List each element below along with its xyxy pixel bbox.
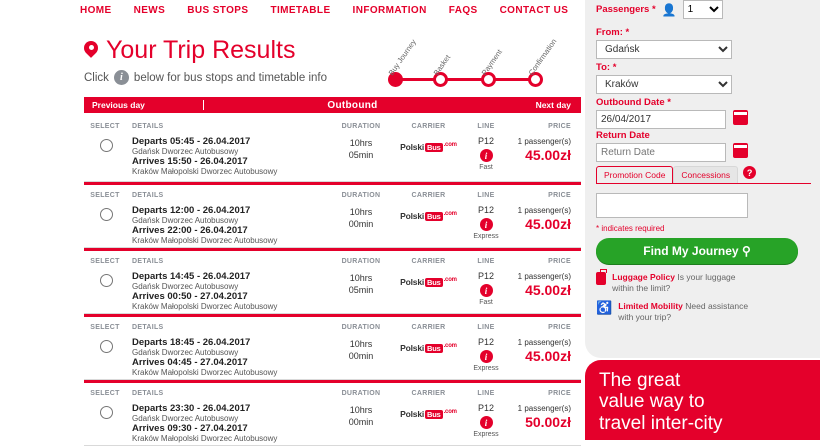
search-icon: ⚲ [741, 244, 751, 258]
outbound-date-input[interactable] [596, 110, 726, 129]
select-trip-radio[interactable] [100, 340, 113, 353]
arrival-time: Arrives 00:50 - 27.04.2017 [132, 291, 248, 302]
row-select-cell[interactable] [84, 251, 126, 313]
column-header-price: PRICE [548, 258, 571, 265]
select-trip-radio[interactable] [100, 208, 113, 221]
required-note [596, 222, 664, 234]
row-duration-cell [326, 317, 396, 379]
outbound-date-group [596, 97, 726, 129]
calendar-icon-return[interactable] [733, 143, 748, 158]
select-trip-radio[interactable] [100, 406, 113, 419]
duration-minutes: 05min [348, 150, 374, 161]
carrier-name-3: .com [443, 343, 457, 350]
stepper-label-payment: Payment [479, 47, 504, 77]
carrier-logo [400, 409, 457, 419]
table-row[interactable] [84, 314, 581, 380]
subtitle-text-before: Click [84, 71, 109, 84]
passenger-count: 1 passenger(s) [517, 137, 571, 146]
column-header-carrier: CARRIER [411, 390, 446, 397]
arrival-time: Arrives 04:45 - 27.04.2017 [132, 357, 248, 368]
carrier-name-1: Polski [400, 142, 425, 152]
row-line-cell [461, 383, 511, 445]
line-code: P12 [477, 205, 494, 215]
line-type: Fast [479, 299, 493, 306]
find-journey-row [596, 238, 798, 264]
from-label: From: * [596, 27, 630, 38]
help-question-icon[interactable]: ? [743, 166, 756, 179]
column-header-details: DETAILS [132, 258, 164, 265]
outbound-label: Outbound [327, 99, 378, 111]
stepper-line [394, 78, 542, 81]
promo-banner [585, 360, 820, 440]
carrier-logo [400, 142, 457, 152]
row-line-cell [461, 185, 511, 247]
row-carrier-cell [396, 116, 461, 181]
departure-time: Departs 05:45 - 26.04.2017 [132, 136, 251, 147]
column-header-carrier: CARRIER [411, 192, 446, 199]
promo-tabs[interactable] [596, 166, 811, 183]
column-header-carrier: CARRIER [411, 258, 446, 265]
carrier-name-3: .com [443, 142, 457, 149]
calendar-icon-outbound[interactable] [733, 110, 748, 125]
carrier-name-1: Polski [400, 409, 425, 419]
row-line-cell [461, 317, 511, 379]
carrier-name-2: Bus [427, 410, 441, 419]
page-subtitle [84, 70, 327, 85]
table-row[interactable] [84, 116, 581, 182]
checkout-stepper [386, 36, 559, 91]
info-icon: i [114, 70, 129, 85]
row-price-cell [511, 185, 581, 247]
carrier-name-2: Bus [427, 143, 441, 152]
luggage-policy-row[interactable] [596, 272, 756, 294]
limited-mobility-text: Need assistance with your trip? [618, 301, 749, 323]
passengers-label: Passengers * [596, 4, 656, 15]
row-line-cell [461, 116, 511, 181]
nav-item-contact-us[interactable]: CONTACT US [499, 5, 569, 16]
passenger-count: 1 passenger(s) [517, 338, 571, 347]
nav-item-news[interactable]: NEWS [133, 5, 166, 16]
location-pin-icon [84, 41, 98, 61]
column-header-details: DETAILS [132, 324, 164, 331]
row-price-cell [511, 317, 581, 379]
trip-price: 45.00zł [525, 282, 571, 298]
row-details-cell [126, 116, 326, 181]
column-header-line: LINE [477, 123, 495, 130]
column-header-duration: DURATION [341, 192, 381, 199]
departure-stop: Gdańsk Dworzec Autobusowy [132, 216, 239, 225]
column-header-carrier: CARRIER [411, 324, 446, 331]
duration-minutes: 05min [348, 285, 374, 296]
row-duration-cell [326, 185, 396, 247]
departure-stop: Gdańsk Dworzec Autobusowy [132, 348, 239, 357]
page-title: Your Trip Results [106, 36, 296, 64]
row-price-cell [511, 116, 581, 181]
departure-stop: Gdańsk Dworzec Autobusowy [132, 147, 239, 156]
carrier-name-2: Bus [427, 278, 441, 287]
arrival-stop: Kraków Małopolski Dworzec Autobusowy [132, 368, 278, 377]
row-details-cell [126, 317, 326, 379]
outbound-date-label: Outbound Date * [596, 97, 671, 108]
column-header-duration: DURATION [341, 258, 381, 265]
nav-item-faqs[interactable]: FAQS [448, 5, 478, 16]
column-header-duration: DURATION [341, 390, 381, 397]
trip-price: 45.00zł [525, 348, 571, 364]
line-info-icon[interactable]: i [480, 416, 493, 429]
line-type: Express [473, 233, 499, 240]
carrier-logo [400, 211, 457, 221]
next-day-button[interactable]: Next day [535, 100, 571, 110]
duration-minutes: 00min [348, 351, 374, 362]
nav-item-bus-stops[interactable]: BUS STOPS [187, 5, 249, 16]
nav-item-home[interactable]: HOME [80, 5, 112, 16]
carrier-name-3: .com [443, 409, 457, 416]
required-note-text: * indicates required [596, 224, 665, 233]
line-code: P12 [477, 403, 494, 413]
row-duration-cell [326, 383, 396, 445]
trip-price: 45.00zł [525, 216, 571, 232]
passengers-row [596, 0, 820, 19]
arrival-time: Arrives 09:30 - 27.04.2017 [132, 423, 248, 434]
select-trip-radio[interactable] [100, 139, 113, 152]
line-info-icon[interactable]: i [480, 218, 493, 231]
row-details-cell [126, 185, 326, 247]
carrier-logo [400, 343, 457, 353]
promotion-code-input[interactable] [596, 193, 748, 218]
row-select-cell[interactable] [84, 383, 126, 445]
previous-day-button[interactable]: Previous day [84, 100, 204, 110]
column-header-select: SELECT [90, 192, 120, 199]
row-select-cell[interactable] [84, 116, 126, 181]
return-date-label: Return Date [596, 130, 650, 141]
arrival-stop: Kraków Małopolski Dworzec Autobusowy [132, 302, 278, 311]
row-line-cell [461, 251, 511, 313]
duration-minutes: 00min [348, 219, 374, 230]
tab-concessions[interactable]: Concessions [673, 166, 738, 183]
nav-item-information[interactable]: INFORMATION [352, 5, 427, 16]
trip-price: 50.00zł [525, 414, 571, 430]
departure-time: Departs 23:30 - 26.04.2017 [132, 403, 251, 414]
column-header-select: SELECT [90, 324, 120, 331]
column-header-line: LINE [477, 258, 495, 265]
row-carrier-cell [396, 383, 461, 445]
subtitle-text-after: below for bus stops and timetable info [133, 71, 327, 84]
duration-hours: 10hrs [349, 405, 373, 415]
from-field-group [596, 27, 732, 59]
stepper-label-confirmation: Confirmation [526, 36, 559, 77]
find-my-journey-label: Find My Journey [643, 244, 739, 258]
person-icon: 👤 [661, 2, 677, 17]
column-header-price: PRICE [548, 390, 571, 397]
arrival-stop: Kraków Małopolski Dworzec Autobusowy [132, 434, 278, 443]
passenger-count: 1 passenger(s) [517, 206, 571, 215]
line-info-icon[interactable]: i [480, 149, 493, 162]
table-row[interactable] [84, 182, 581, 248]
duration-hours: 10hrs [349, 207, 373, 217]
row-duration-cell [326, 251, 396, 313]
limited-mobility-title: Limited Mobility [618, 301, 683, 312]
row-duration-cell [326, 116, 396, 181]
to-select[interactable] [596, 75, 732, 94]
column-header-line: LINE [477, 192, 495, 199]
column-header-price: PRICE [548, 123, 571, 130]
banner-line-1: The great [599, 370, 681, 391]
limited-mobility-row[interactable] [596, 301, 756, 323]
row-carrier-cell [396, 317, 461, 379]
page-title-row [84, 36, 295, 65]
line-type: Express [473, 431, 499, 438]
column-header-duration: DURATION [341, 324, 381, 331]
results-list [84, 116, 581, 446]
return-date-group [596, 130, 726, 162]
passengers-select[interactable] [683, 0, 723, 19]
departure-time: Departs 18:45 - 26.04.2017 [132, 337, 251, 348]
from-select[interactable] [596, 40, 732, 59]
carrier-name-2: Bus [427, 344, 441, 353]
column-header-price: PRICE [548, 192, 571, 199]
column-header-duration: DURATION [341, 123, 381, 130]
to-field-group [596, 62, 732, 94]
passenger-count: 1 passenger(s) [517, 404, 571, 413]
carrier-name-1: Polski [400, 211, 425, 221]
row-price-cell [511, 383, 581, 445]
row-carrier-cell [396, 251, 461, 313]
column-header-price: PRICE [548, 324, 571, 331]
stepper-label-buy-journey: Buy Journey [386, 37, 418, 77]
line-type: Fast [479, 164, 493, 171]
departure-time: Departs 12:00 - 26.04.2017 [132, 205, 251, 216]
carrier-name-1: Polski [400, 343, 425, 353]
stepper-label-basket: Basket [431, 53, 453, 77]
row-select-cell[interactable] [84, 185, 126, 247]
carrier-logo [400, 277, 457, 287]
nav-item-timetable[interactable]: TIMETABLE [270, 5, 331, 16]
column-header-select: SELECT [90, 258, 120, 265]
departure-time: Departs 14:45 - 26.04.2017 [132, 271, 251, 282]
row-select-cell[interactable] [84, 317, 126, 379]
passenger-count: 1 passenger(s) [517, 272, 571, 281]
row-details-cell [126, 383, 326, 445]
departure-stop: Gdańsk Dworzec Autobusowy [132, 414, 239, 423]
line-code: P12 [477, 271, 494, 281]
luggage-policy-text: Is your luggage within the limit? [612, 272, 736, 294]
row-details-cell [126, 251, 326, 313]
line-info-icon[interactable]: i [480, 284, 493, 297]
help-links [596, 272, 756, 330]
departure-stop: Gdańsk Dworzec Autobusowy [132, 282, 239, 291]
select-trip-radio[interactable] [100, 274, 113, 287]
table-row[interactable] [84, 380, 581, 446]
accessibility-icon: ♿ [596, 300, 613, 316]
carrier-name-1: Polski [400, 277, 425, 287]
arrival-time: Arrives 22:00 - 26.04.2017 [132, 225, 248, 236]
promo-concessions-group [596, 166, 811, 218]
luggage-policy-title: Luggage Policy [612, 272, 675, 282]
line-type: Express [473, 365, 499, 372]
find-my-journey-button[interactable] [596, 238, 798, 264]
duration-hours: 10hrs [349, 339, 373, 349]
return-date-input[interactable] [596, 143, 726, 162]
duration-minutes: 00min [348, 417, 374, 428]
arrival-time: Arrives 15:50 - 26.04.2017 [132, 156, 248, 167]
outbound-day-bar [84, 97, 581, 113]
column-header-details: DETAILS [132, 123, 164, 130]
carrier-name-2: Bus [427, 212, 441, 221]
column-header-select: SELECT [90, 390, 120, 397]
carrier-name-3: .com [443, 211, 457, 218]
arrival-stop: Kraków Małopolski Dworzec Autobusowy [132, 236, 278, 245]
arrival-stop: Kraków Małopolski Dworzec Autobusowy [132, 167, 278, 176]
row-price-cell [511, 251, 581, 313]
column-header-line: LINE [477, 390, 495, 397]
column-header-select: SELECT [90, 123, 120, 130]
trip-price: 45.00zł [525, 147, 571, 163]
banner-line-2: value way to [599, 391, 705, 413]
carrier-name-3: .com [443, 277, 457, 284]
to-label: To: * [596, 62, 617, 73]
line-info-icon[interactable]: i [480, 350, 493, 363]
column-header-details: DETAILS [132, 390, 164, 397]
column-header-carrier: CARRIER [411, 123, 446, 130]
line-code: P12 [477, 337, 494, 347]
row-carrier-cell [396, 185, 461, 247]
duration-hours: 10hrs [349, 273, 373, 283]
banner-line-3: travel inter-city [599, 412, 723, 434]
table-row[interactable] [84, 248, 581, 314]
column-header-details: DETAILS [132, 192, 164, 199]
column-header-line: LINE [477, 324, 495, 331]
duration-hours: 10hrs [349, 138, 373, 148]
luggage-icon [596, 272, 606, 285]
line-code: P12 [477, 136, 494, 146]
tab-promotion-code[interactable]: Promotion Code [596, 166, 673, 183]
